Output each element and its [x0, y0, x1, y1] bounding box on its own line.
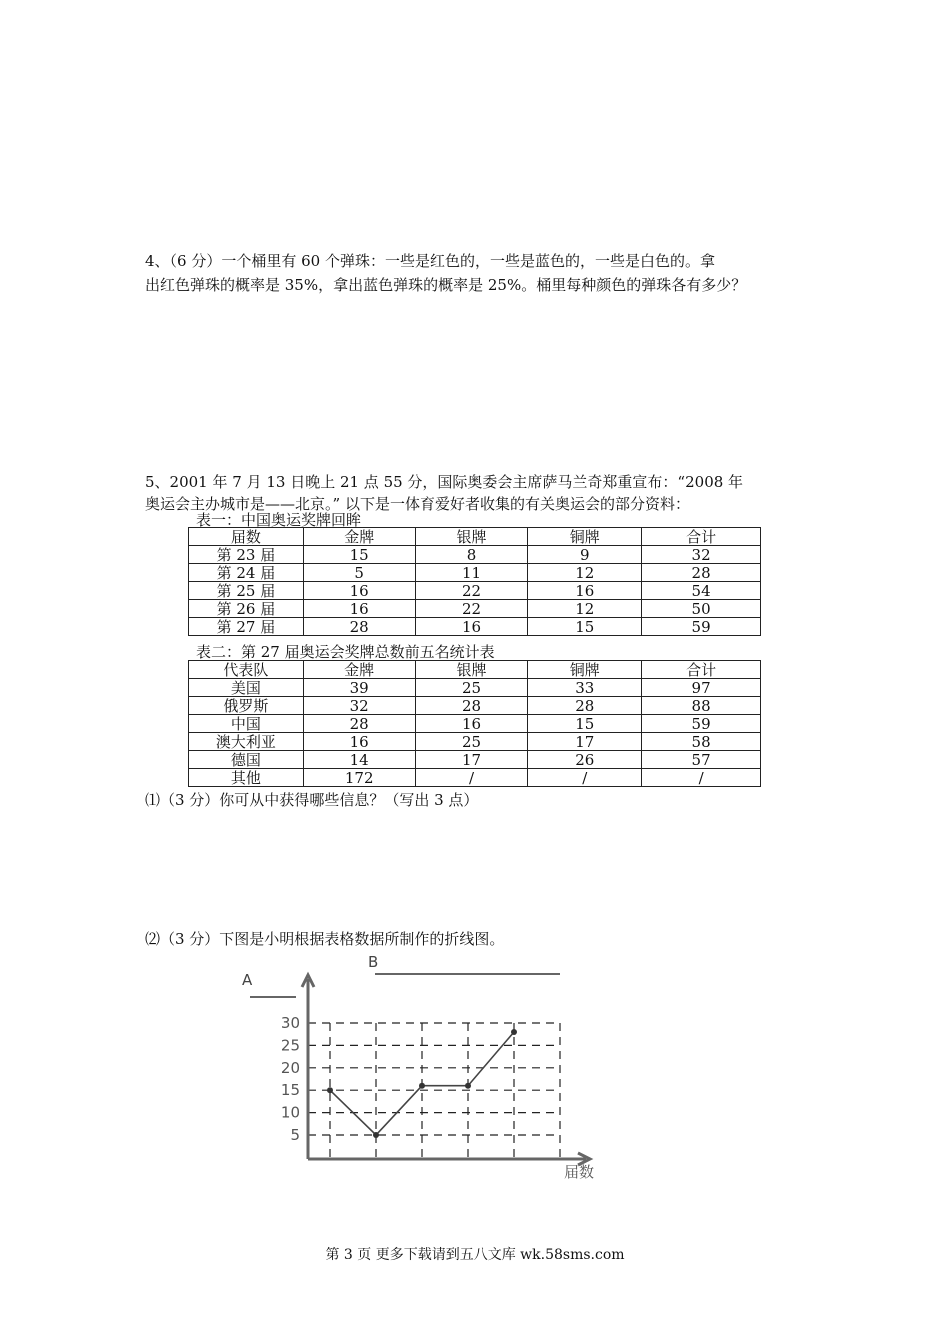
table-cell: 第 26 届	[189, 600, 304, 618]
table-row	[189, 546, 761, 564]
table-cell: 美国	[189, 679, 304, 697]
table-cell: 16	[303, 733, 415, 751]
table-cell: 第 25 届	[189, 582, 304, 600]
table-cell: 第 24 届	[189, 564, 304, 582]
chart-grid	[308, 1023, 560, 1159]
table-cell: 16	[303, 582, 415, 600]
table-cell: 16	[303, 600, 415, 618]
table-row	[189, 769, 761, 787]
page-footer: 第 3 页 更多下载请到五八文库 wk.58sms.com	[325, 1247, 625, 1263]
table-cell: /	[528, 769, 642, 787]
table-cell: 172	[303, 769, 415, 787]
table-cell: /	[642, 769, 761, 787]
table-header-cell: 合计	[642, 528, 761, 546]
table-header-cell: 合计	[642, 661, 761, 679]
y-tick-label: 30	[280, 1014, 300, 1032]
table-header-cell: 届数	[189, 528, 304, 546]
table-cell: 15	[528, 618, 642, 636]
y-tick-label: 25	[280, 1036, 300, 1055]
table-header-cell: 银牌	[415, 661, 528, 679]
sub-question-2: ⑵（3 分）下图是小明根据表格数据所制作的折线图。	[145, 930, 505, 948]
table-cell: 22	[415, 600, 528, 618]
x-axis-label: 届数	[564, 1163, 595, 1181]
table-cell: 15	[303, 546, 415, 564]
table-cell: 59	[642, 618, 761, 636]
table-cell: 50	[642, 600, 761, 618]
table-header-row	[189, 661, 761, 679]
table-cell: 8	[415, 546, 528, 564]
medal-history-table	[188, 527, 761, 636]
table-cell: 17	[415, 751, 528, 769]
data-point	[327, 1087, 333, 1093]
table-cell: 中国	[189, 715, 304, 733]
table-cell: 57	[642, 751, 761, 769]
table-cell: 第 27 届	[189, 618, 304, 636]
table-header-cell: 代表队	[189, 661, 304, 679]
data-point	[511, 1029, 517, 1035]
table-row	[189, 564, 761, 582]
table-header-cell: 铜牌	[528, 661, 642, 679]
table-cell: 97	[642, 679, 761, 697]
table-cell: 25	[415, 679, 528, 697]
table-cell: 第 23 届	[189, 546, 304, 564]
question-5-line1: 5、2001 年 7 月 13 日晚上 21 点 55 分，国际奥委会主席萨马兰奇郑重宣布：“2008 年	[145, 473, 744, 491]
table-row	[189, 733, 761, 751]
table-header-cell: 金牌	[303, 661, 415, 679]
table-row	[189, 697, 761, 715]
table-row	[189, 679, 761, 697]
table-cell: 28	[303, 715, 415, 733]
y-tick-label: 5	[290, 1126, 300, 1144]
table-cell: 26	[528, 751, 642, 769]
table-cell: 28	[303, 618, 415, 636]
y-tick-labels	[281, 1014, 300, 1144]
table-cell: 14	[303, 751, 415, 769]
question-4-line2: 出红色弹珠的概率是 35%，拿出蓝色弹珠的概率是 25%。桶里每种颜色的弹珠各有多少？	[145, 276, 747, 294]
table2-caption: 表二：第 27 届奥运会奖牌总数前五名统计表	[196, 643, 495, 661]
table-cell: 39	[303, 679, 415, 697]
y-axis-label: A	[242, 971, 253, 989]
table-row	[189, 582, 761, 600]
table1-caption: 表一：中国奥运奖牌回眸	[196, 511, 362, 529]
table-cell: 28	[528, 697, 642, 715]
table-cell: 59	[642, 715, 761, 733]
chart-axes	[302, 975, 590, 1165]
table-cell: 11	[415, 564, 528, 582]
table-header-cell: 银牌	[415, 528, 528, 546]
sub-question-1: ⑴（3 分）你可从中获得哪些信息？（写出 3 点）	[145, 791, 479, 809]
table-row	[189, 751, 761, 769]
table-row	[189, 715, 761, 733]
table-row	[189, 600, 761, 618]
table-header-row	[189, 528, 761, 546]
question-4-line1: 4、（6 分）一个桶里有 60 个弹珠：一些是红色的，一些是蓝色的，一些是白色的。拿	[145, 252, 715, 270]
y-tick-label: 20	[280, 1058, 300, 1077]
table-cell: 25	[415, 733, 528, 751]
table-cell: 88	[642, 697, 761, 715]
table-cell: /	[415, 769, 528, 787]
table-cell: 54	[642, 582, 761, 600]
table-cell: 28	[415, 697, 528, 715]
table-cell: 28	[642, 564, 761, 582]
table-row	[189, 618, 761, 636]
medal-ranking-table	[188, 660, 761, 787]
line-chart	[230, 945, 610, 1190]
data-point	[465, 1083, 471, 1089]
table-cell: 12	[528, 600, 642, 618]
table-cell: 澳大利亚	[189, 733, 304, 751]
table-cell: 16	[415, 618, 528, 636]
y-tick-label: 10	[280, 1103, 300, 1122]
data-point	[419, 1083, 425, 1089]
table-header-cell: 金牌	[303, 528, 415, 546]
table-cell: 12	[528, 564, 642, 582]
table-cell: 俄罗斯	[189, 697, 304, 715]
chart-title: B	[368, 953, 379, 971]
table-cell: 德国	[189, 751, 304, 769]
table-header-cell: 铜牌	[528, 528, 642, 546]
table-cell: 16	[528, 582, 642, 600]
table-cell: 22	[415, 582, 528, 600]
table-cell: 33	[528, 679, 642, 697]
question-5-line2: 奥运会主办城市是——北京。” 以下是一体育爱好者收集的有关奥运会的部分资料：	[145, 495, 690, 513]
table-cell: 5	[303, 564, 415, 582]
table-cell: 32	[303, 697, 415, 715]
table-cell: 9	[528, 546, 642, 564]
table-cell: 17	[528, 733, 642, 751]
y-tick-label: 15	[280, 1081, 300, 1100]
table-cell: 32	[642, 546, 761, 564]
table-cell: 其他	[189, 769, 304, 787]
table-cell: 58	[642, 733, 761, 751]
data-point	[373, 1132, 379, 1138]
table-cell: 16	[415, 715, 528, 733]
table-cell: 15	[528, 715, 642, 733]
